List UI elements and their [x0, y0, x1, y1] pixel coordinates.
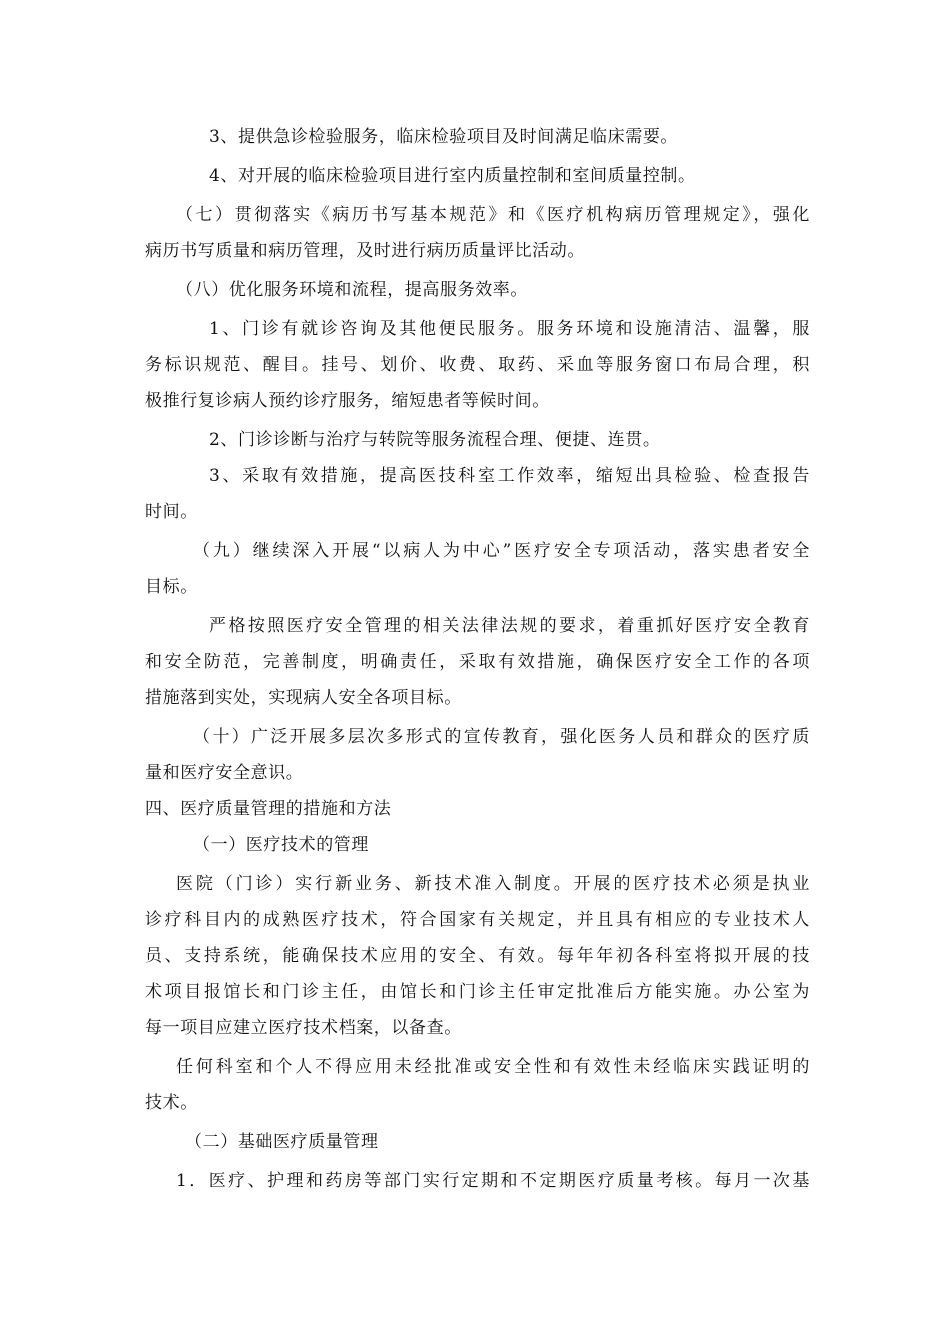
- text-line: 严格按照医疗安全管理的相关法律法规的要求，着重抓好医疗安全教育: [209, 616, 810, 636]
- text-line: 1、门诊有就诊咨询及其他便民服务。服务环境和设施清洁、温馨，服: [209, 319, 810, 339]
- text-line: 极推行复诊病人预约诊疗服务，缩短患者等候时间。: [145, 391, 550, 411]
- text-line: 量和医疗安全意识。: [145, 763, 304, 783]
- text-line: （七）贯彻落实《病历书写基本规范》和《医疗机构病历管理规定》，强化: [176, 205, 810, 225]
- text-line: 每一项目应建立医疗技术档案，以备查。: [145, 1018, 462, 1038]
- text-line: 和安全防范，完善制度，明确责任，采取有效措施，确保医疗安全工作的各项: [145, 652, 810, 672]
- text-line: （九）继续深入开展“以病人为中心”医疗安全专项活动，落实患者安全: [193, 541, 810, 561]
- text-line: 2、门诊诊断与治疗与转院等服务流程合理、便捷、连贯。: [209, 430, 661, 450]
- text-line: 任何科室和个人不得应用未经批准或安全性和有效性未经临床实践证明的: [176, 1057, 810, 1077]
- text-line: 目标。: [145, 577, 198, 597]
- text-line: 病历书写质量和病历管理，及时进行病历质量评比活动。: [145, 241, 585, 261]
- text-line: 1．医疗、护理和药房等部门实行定期和不定期医疗质量考核。每月一次基: [176, 1171, 810, 1191]
- text-line: 措施落到实处，实现病人安全各项目标。: [145, 688, 462, 708]
- subsection-heading: （一）医疗技术的管理: [193, 835, 369, 855]
- text-line: 务标识规范、醒目。挂号、划价、收费、取药、采血等服务窗口布局合理，积: [145, 355, 810, 375]
- text-line: 技术。: [145, 1093, 198, 1113]
- text-line: 员、支持系统，能确保技术应用的安全、有效。每年年初各科室将拟开展的技: [145, 946, 810, 966]
- text-line: 3、采取有效措施，提高医技科室工作效率，缩短出具检验、检查报告: [209, 466, 810, 486]
- text-line: 3、提供急诊检验服务，临床检验项目及时间满足临床需要。: [209, 127, 679, 147]
- text-line: （十）广泛开展多层次多形式的宣传教育，强化医务人员和群众的医疗质: [193, 727, 810, 747]
- subsection-heading: （二）基础医疗质量管理: [185, 1132, 379, 1152]
- text-line: 诊疗科目内的成熟医疗技术，符合国家有关规定，并且具有相应的专业技术人: [145, 910, 810, 930]
- section-heading: 四、医疗质量管理的措施和方法: [145, 799, 392, 819]
- text-line: 医院（门诊）实行新业务、新技术准入制度。开展的医疗技术必须是执业: [176, 874, 810, 894]
- text-line: 术项目报馆长和门诊主任，由馆长和门诊主任审定批准后方能实施。办公室为: [145, 982, 810, 1002]
- text-line: 4、对开展的临床检验项目进行室内质量控制和室间质量控制。: [209, 166, 696, 186]
- text-line: （八）优化服务环境和流程，提高服务效率。: [176, 280, 528, 300]
- text-line: 时间。: [145, 502, 198, 522]
